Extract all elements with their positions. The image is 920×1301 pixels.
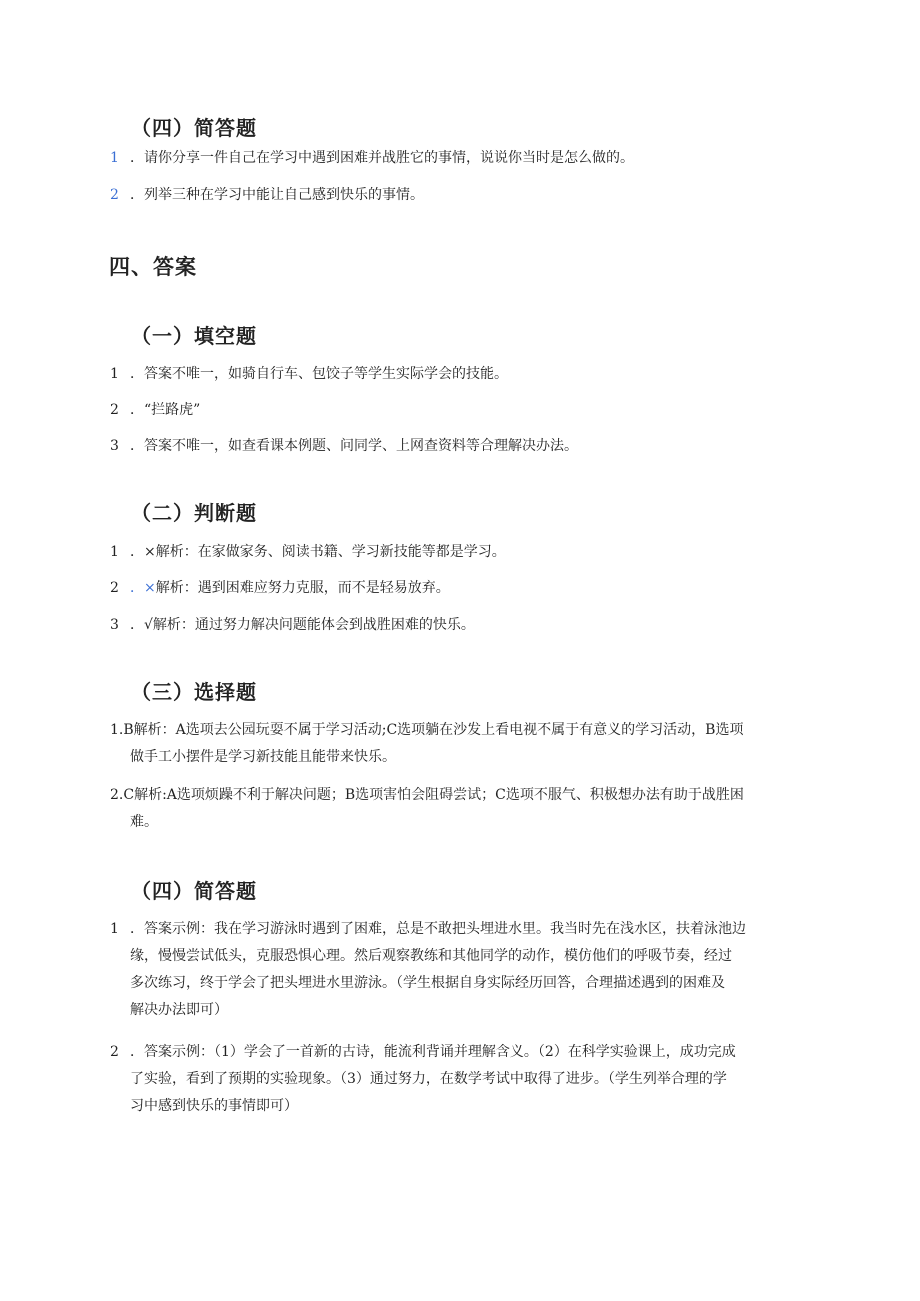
answer-line: 1.B解析：A选项去公园玩耍不属于学习活动;C选项躺在沙发上看电视不属于有意义的学习活动，B选项 bbox=[110, 722, 744, 738]
answer-line: ．答案示例：我在学习游泳时遇到了困难，总是不敢把头埋进水里。我当时先在浅水区，扶着泳池边 bbox=[130, 921, 746, 937]
answer-heading-multiple-choice: （三）选择题 bbox=[131, 680, 257, 704]
answer-heading-short-answer: （四）简答题 bbox=[131, 879, 257, 903]
question-text: ．请你分享一件自己在学习中遇到困难并战胜它的事情，说说你当时是怎么做的。 bbox=[130, 150, 634, 166]
question-number: 2 bbox=[110, 187, 119, 203]
answer-number: 3 bbox=[110, 438, 119, 454]
answer-number: 1 bbox=[110, 921, 119, 937]
answer-number: 1 bbox=[110, 366, 119, 382]
answer-line: 难。 bbox=[130, 814, 158, 830]
answer-number: 2 bbox=[110, 580, 119, 596]
answer-text: ．×解析：在家做家务、阅读书籍、学习新技能等都是学习。 bbox=[130, 544, 506, 560]
answer-number: 2 bbox=[110, 1044, 119, 1060]
answer-text-wrapper bbox=[130, 576, 810, 601]
answer-heading-fill-blank: （一）填空题 bbox=[131, 324, 257, 348]
cross-mark: ．× bbox=[130, 580, 156, 596]
answer-line: 解决办法即可） bbox=[130, 1002, 228, 1018]
answer-number: 3 bbox=[110, 617, 119, 633]
question-text: ．列举三种在学习中能让自己感到快乐的事情。 bbox=[130, 187, 424, 203]
answer-text: ．答案不唯一，如骑自行车、包饺子等学生实际学会的技能。 bbox=[130, 366, 508, 382]
answer-line: 缘，慢慢尝试低头，克服恐惧心理。然后观察教练和其他同学的动作，模仿他们的呼吸节奏，经过 bbox=[130, 948, 732, 964]
answer-line: 做手工小摆件是学习新技能且能带来快乐。 bbox=[130, 749, 396, 765]
answer-line: ．答案示例：（1）学会了一首新的古诗，能流利背诵并理解含义。（2）在科学实验课上，成功完成 bbox=[130, 1044, 736, 1060]
answer-line: 了实验，看到了预期的实验现象。（3）通过努力，在数学考试中取得了进步。（学生列举合理的学 bbox=[130, 1071, 727, 1087]
answer-number: 1 bbox=[110, 544, 119, 560]
answer-number: 2 bbox=[110, 402, 119, 418]
answer-line: 2.C解析:A选项烦躁不利于解决问题；B选项害怕会阻碍尝试；C选项不服气、积极想办法有助于战胜困 bbox=[110, 787, 744, 803]
answer-text: ．√解析：通过努力解决问题能体会到战胜困难的快乐。 bbox=[130, 617, 475, 633]
answer-heading-true-false: （二）判断题 bbox=[131, 501, 257, 525]
answer-line: 习中感到快乐的事情即可） bbox=[130, 1098, 298, 1114]
question-number: 1 bbox=[110, 150, 119, 166]
section-heading-short-answer: （四）简答题 bbox=[131, 116, 257, 140]
answer-text: 解析：遇到困难应努力克服，而不是轻易放弃。 bbox=[155, 580, 450, 596]
answers-heading: 四、答案 bbox=[109, 255, 197, 279]
answer-text: ．答案不唯一，如查看课本例题、问同学、上网查资料等合理解决办法。 bbox=[130, 438, 578, 454]
answer-text: ．“拦路虎” bbox=[130, 402, 201, 418]
answer-line: 多次练习，终于学会了把头埋进水里游泳。（学生根据自身实际经历回答，合理描述遇到的困难及 bbox=[130, 975, 725, 991]
